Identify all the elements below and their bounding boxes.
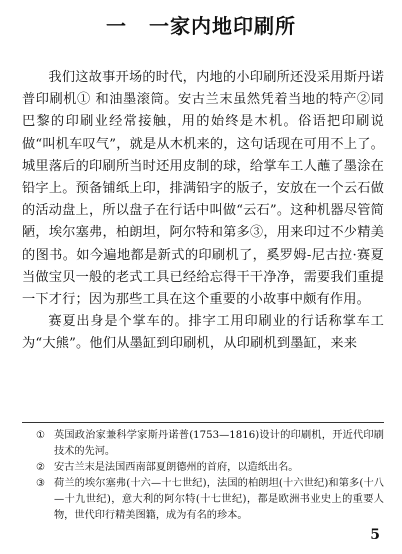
footnote-mark: ② — [36, 462, 46, 473]
footnote-text: 英国政治家兼科学家斯丹诺普(1753—1816)设计的印刷机，开近代印刷技术的先河。 — [54, 430, 384, 457]
footnote-2 — [22, 460, 384, 476]
footnotes — [22, 428, 384, 524]
chapter-title: 一家内地印刷所 — [148, 14, 296, 38]
footnote-mark: ③ — [36, 478, 46, 489]
footnote-text: 安古兰末是法国西南部夏朗德州的首府，以造纸出名。 — [54, 462, 299, 473]
footnote-text: 荷兰的埃尔塞弗(十六—十七世纪)，法国的柏朗坦(十六世纪)和第多(十八—十九世纪)，意大利的阿尔特(十七世纪)，都是欧洲书业史上的重要人物，世代印行精美图籍，成为有名的珍本。 — [54, 478, 384, 521]
footnote-3 — [22, 476, 384, 524]
body-text — [22, 67, 384, 356]
page-number: 5 — [370, 527, 380, 543]
footnote-divider — [22, 422, 384, 423]
paragraph-1: 我们这故事开场的时代，内地的小印刷所还没采用斯丹诺普印刷机① 和油墨滚筒。安古兰末虽然凭着当地的特产②同巴黎的印刷业经常接触，用的始终是木机。俗语把印刷说做“叫机车叹气”，就是从木机来的，这句话现在可用不上了。城里落后的印刷所当时还用皮制的球，给掌车工人蘸了墨涂在铅字上。预备铺纸上印，排满铅字的版子，安放在一个云石做的活动盘上，所以盘子在行话中叫做“云石”。这种机器尽管简陋，埃尔塞弗，柏朗坦，阿尔特和第多③，用来印过不少精美的图书。如今遍地都是新式的印刷机了，奚罗姆-尼古拉·赛夏当做宝贝一般的老式工具已经给忘得干干净净，需要我们重提一下才行；因为那些工具在这个重要的小故事中颇有作用。 — [22, 70, 384, 308]
chapter-number: 一 — [106, 14, 128, 38]
paragraph-2: 赛夏出身是个掌车的。排字工用印刷业的行话称掌车工为“大熊”。他们从墨缸到印刷机，从印刷机到墨缸，来来 — [22, 314, 384, 352]
footnote-mark: ① — [36, 430, 46, 441]
chapter-heading — [0, 12, 402, 40]
footnote-1 — [22, 428, 384, 460]
